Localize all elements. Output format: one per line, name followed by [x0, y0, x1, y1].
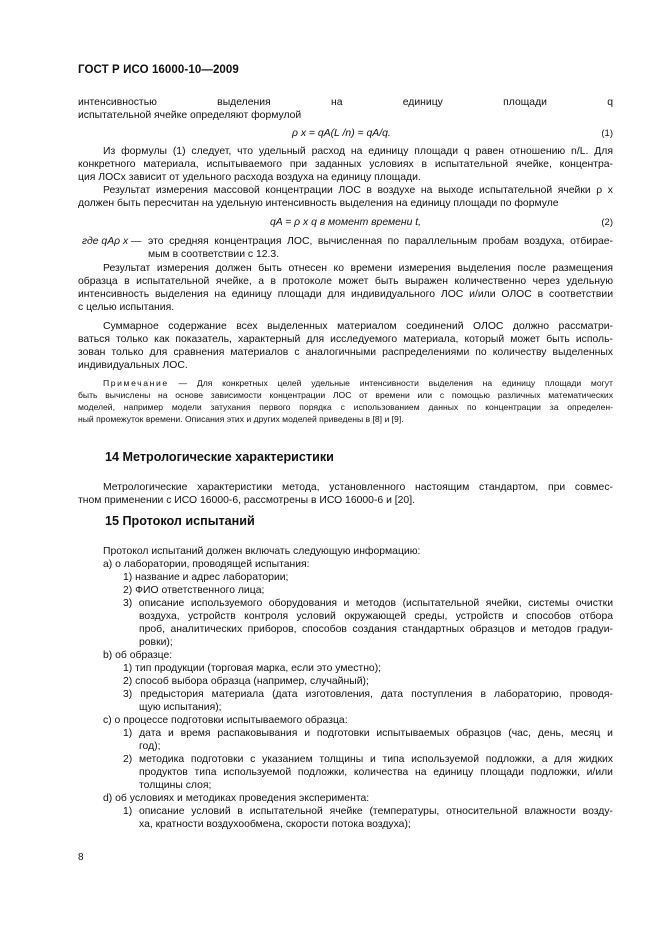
list-c-label: c) о процессе подготовки испытываемого образца: [103, 715, 348, 726]
note-line-3: моделей, например модели затухания первого порядка с использованием данных по концентрации за определен- [78, 402, 613, 412]
list-c-item-2-line-3: толщины слоя; [139, 780, 212, 791]
para3-line-4: с целью испытания. [78, 302, 175, 313]
intro-line-2: испытательной ячейке определяют формулой [78, 110, 302, 121]
list-c-item-2-line-2: продуктов типа используемой подложки, количества на единицу площади подложки, и/или [139, 767, 613, 778]
para4-line-1: Суммарное содержание всех выделенных материалом соединений ОЛОС должно рассматри- [103, 321, 613, 332]
para4-line-3: зован только для сравнения материалов с аналогичными распределениями по количеству выделенных [78, 347, 613, 358]
list-b-item-2: 2) способ выбора образца (например, случайный); [123, 676, 369, 687]
document-header: ГОСТ Р ИСО 16000-10—2009 [78, 64, 239, 76]
formula-1: ρ x = qA(L /n) = qA/q. [292, 128, 391, 139]
list-b-item-3-line-2: щую испытания); [139, 702, 222, 713]
note-line-1: Примечание — Для конкретных целей удельные интенсивности выделения на единицу площади могут [103, 378, 613, 388]
list-d-label: d) об условиях и методиках проведения эксперимента: [103, 793, 370, 804]
section-15-intro: Протокол испытаний должен включать следующую информацию: [103, 546, 421, 557]
list-c-item-2-line-1: 2) методика подготовки с указанием толщины и типа используемой подложки, а для жидких [123, 754, 613, 765]
para4-line-2: ваться только как показатель, характерный для исследуемого материала, который может быть исполь- [78, 334, 613, 345]
note-line-2: быть вычислены на основе зависимости концентрации ЛОС от времени или с помощью различных математических [78, 390, 613, 400]
note-label: Примечание [103, 378, 169, 388]
section-14-line-2: тном применении с ИСО 16000-6, рассмотрены в ИСО 16000-6 и [20]. [78, 495, 415, 506]
list-c-item-1-line-1: 1) дата и время распаковывания и подготовки испытываемых образцов (час, день, месяц и [123, 728, 613, 739]
para3-line-1: Результат измерения должен быть отнесен ко времени измерения выделения после размещения [103, 263, 613, 274]
list-a-item-3-line-1: 3) описание используемого оборудования и методов (испытательной ячейки, системы очистки [123, 598, 613, 609]
list-b-item-3-line-1: 3) предыстория материала (дата изготовления, дата поступления в лабораторию, проводя- [123, 689, 613, 700]
para1-line-1: Из формулы (1) следует, что удельный расход на единицу площади q равен отношению n/L. Для [103, 146, 613, 157]
list-d-item-1-line-2: ха, кратности воздухообмена, скорости потока воздуха); [139, 819, 411, 830]
para4-line-4: индивидуальных ЛОС. [78, 360, 188, 371]
list-a-item-3-line-3: проб, аналитических приборов, способов создания стандартных образцов и методов градуи- [139, 624, 613, 635]
list-c-item-1-line-2: год); [139, 741, 161, 752]
where-line-2: мым в соответствии с 12.3. [148, 249, 280, 260]
formula-2-number: (2) [601, 217, 613, 228]
where-prefix: где qAρ x — [82, 236, 142, 247]
list-a-item-3-line-2: воздуха, устройств контроля условий окружающей среды, устройств и способов отбора [139, 611, 613, 622]
list-b-label: b) об образце: [103, 650, 173, 661]
intro-line-1: интенсивностью выделения на единицу площади q [78, 97, 613, 108]
page-number: 8 [78, 852, 84, 863]
list-a-item-3-line-4: ровки); [139, 637, 173, 648]
note-line-4: ный промежуток времени. Описания этих и других моделей приведены в [8] и [9]. [78, 414, 404, 424]
list-a-label: a) о лаборатории, проводящей испытания: [103, 559, 310, 570]
para3-line-2: образца в испытательной ячейке, а в протоколе может быть выражен количественно через удельную [78, 276, 613, 287]
para3-line-3: интенсивность выделения на единицу площади для индивидуального ЛОС и/или ОЛОС в соответствии [78, 289, 613, 300]
list-a-item-2: 2) ФИО ответственного лица; [123, 585, 265, 596]
para2-line-2: должен быть пересчитан на удельную интенсивность выделения на единицу площади по формуле [78, 198, 559, 209]
section-15-title: 15 Протокол испытаний [105, 514, 255, 528]
list-d-item-1-line-1: 1) описание условий в испытательной ячейке (температуры, относительной влажности возду- [123, 806, 613, 817]
para1-line-3: ция ЛОСx зависит от удельного расхода воздуха на единицу площади. [78, 172, 421, 183]
para2-line-1: Результат измерения массовой концентрации ЛОС в воздухе на выходе испытательной ячейки ρ x [103, 185, 613, 196]
list-a-item-1: 1) название и адрес лаборатории; [123, 572, 289, 583]
formula-1-number: (1) [601, 128, 613, 139]
formula-2: qA = ρ x q в момент времени t, [270, 217, 422, 228]
list-b-item-1: 1) тип продукции (торговая марка, если это уместно); [123, 663, 382, 674]
where-line-1: это средняя концентрация ЛОС, вычисленная по параллельным пробам воздуха, отбирае- [148, 236, 613, 247]
section-14-title: 14 Метрологические характеристики [105, 450, 334, 464]
section-14-line-1: Метрологические характеристики метода, установленного настоящим стандартом, при совмес- [103, 482, 613, 493]
para1-line-2: конкретного материала, испытываемого при заданных условиях в испытательной ячейке, концентра- [78, 159, 613, 170]
